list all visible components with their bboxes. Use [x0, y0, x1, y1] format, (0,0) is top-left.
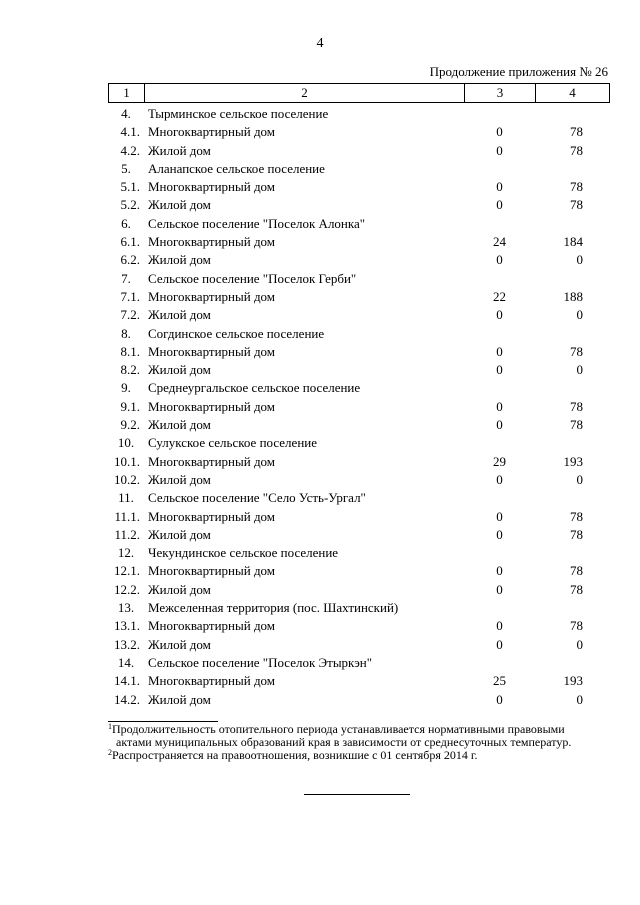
- table-row: [108, 471, 610, 489]
- row-value-col4: 0: [576, 307, 583, 323]
- table-row: [108, 178, 610, 196]
- row-value-col3: [464, 379, 535, 397]
- table-row: [108, 453, 610, 471]
- table-row: [108, 526, 610, 544]
- section-row: [108, 489, 610, 507]
- row-name: Сельское поселение "Поселок Герби": [148, 270, 357, 286]
- row-value-col4: 188: [563, 288, 583, 304]
- row-value-col3: 0: [496, 398, 503, 414]
- table-row: [108, 581, 610, 599]
- row-name: Многоквартирный дом: [148, 234, 276, 250]
- row-number: 8.2.: [120, 362, 140, 378]
- row-value-col3: 0: [496, 636, 503, 652]
- row-number: 13.: [117, 600, 135, 616]
- row-number: 12.: [117, 545, 135, 561]
- row-value-col3: [464, 489, 535, 507]
- row-value-col4: [535, 489, 610, 507]
- row-name: Многоквартирный дом: [148, 124, 276, 140]
- row-value-col3: 22: [493, 288, 506, 304]
- row-name: Многоквартирный дом: [148, 398, 276, 414]
- table-row: [108, 508, 610, 526]
- section-row: [108, 544, 610, 562]
- row-value-col4: 0: [576, 636, 583, 652]
- row-name: Многоквартирный дом: [148, 563, 276, 579]
- row-name: Среднеургальское сельское поселение: [148, 380, 361, 396]
- section-row: [108, 654, 610, 672]
- row-value-col3: 0: [496, 362, 503, 378]
- row-name: Жилой дом: [148, 417, 211, 433]
- row-value-col3: 29: [493, 453, 506, 469]
- footnote-1-continuation: актами муниципальных образований края в зависимости от среднесуточных температур.: [116, 735, 572, 749]
- row-number: 14.1.: [114, 673, 140, 689]
- row-value-col4: 78: [570, 526, 583, 542]
- row-value-col4: [535, 599, 610, 617]
- row-value-col4: 78: [570, 124, 583, 140]
- row-number: 9.: [121, 380, 131, 396]
- row-value-col4: 184: [563, 234, 583, 250]
- table-row: [108, 343, 610, 361]
- table-row: [108, 233, 610, 251]
- row-name: Жилой дом: [148, 691, 211, 707]
- section-row: [108, 599, 610, 617]
- row-value-col3: [464, 544, 535, 562]
- row-value-col4: 78: [570, 508, 583, 524]
- row-number: 9.2.: [120, 417, 140, 433]
- row-value-col4: [535, 379, 610, 397]
- appendix-caption: Продолжение приложения № 26: [429, 64, 608, 79]
- row-value-col4: 0: [576, 362, 583, 378]
- row-value-col4: [535, 270, 610, 288]
- row-name: Жилой дом: [148, 581, 211, 597]
- row-name: Жилой дом: [148, 197, 211, 213]
- row-number: 11.2.: [114, 526, 140, 542]
- row-value-col4: [535, 325, 610, 343]
- row-value-col3: 0: [496, 197, 503, 213]
- row-value-col4: [535, 105, 610, 123]
- row-value-col3: 0: [496, 618, 503, 634]
- row-name: Сельское поселение "Село Усть-Ургал": [148, 490, 366, 506]
- row-value-col3: 0: [496, 417, 503, 433]
- section-row: [108, 105, 610, 123]
- row-value-col3: [464, 160, 535, 178]
- row-name: Жилой дом: [148, 362, 211, 378]
- row-value-col3: [464, 215, 535, 233]
- row-name: Многоквартирный дом: [148, 288, 276, 304]
- row-number: 14.: [117, 654, 135, 670]
- row-name: Жилой дом: [148, 526, 211, 542]
- row-value-col4: [535, 160, 610, 178]
- row-value-col3: 0: [496, 471, 503, 487]
- table-row: [108, 142, 610, 160]
- row-name: Тырминское сельское поселение: [148, 106, 329, 121]
- page-number: 4: [316, 36, 324, 51]
- row-name: Жилой дом: [148, 307, 211, 323]
- row-number: 7.1.: [120, 288, 140, 304]
- row-name: Жилой дом: [148, 142, 211, 158]
- table-row: [108, 672, 610, 690]
- table-row: [108, 288, 610, 306]
- row-value-col4: 193: [563, 453, 583, 469]
- footnote-1-text: Продолжительность отопительного периода устанавливается нормативными правовыми: [112, 722, 565, 736]
- row-value-col3: [464, 105, 535, 123]
- row-value-col4: 78: [570, 563, 583, 579]
- row-value-col4: [535, 544, 610, 562]
- row-number: 4.2.: [120, 142, 140, 158]
- table-row: [108, 617, 610, 635]
- row-value-col4: 78: [570, 618, 583, 634]
- row-value-col4: 78: [570, 398, 583, 414]
- row-name: Многоквартирный дом: [148, 618, 276, 634]
- row-value-col4: 78: [570, 343, 583, 359]
- row-number: 7.: [121, 270, 131, 286]
- row-value-col4: [535, 434, 610, 452]
- table-row: [108, 251, 610, 269]
- row-value-col4: 78: [570, 179, 583, 195]
- footnote-1-mark: 1: [108, 722, 112, 731]
- row-value-col4: 78: [570, 581, 583, 597]
- row-name: Сельское поселение "Поселок Этыркэн": [148, 654, 373, 670]
- table-header: [108, 83, 610, 103]
- row-number: 4.: [121, 106, 131, 121]
- row-number: 6.1.: [120, 234, 140, 250]
- row-name: Межселенная территория (пос. Шахтинский): [148, 600, 399, 616]
- row-number: 8.1.: [120, 343, 140, 359]
- row-name: Жилой дом: [148, 636, 211, 652]
- row-value-col3: 0: [496, 526, 503, 542]
- row-number: 4.1.: [120, 124, 140, 140]
- footnote-2-mark: 2: [108, 748, 112, 757]
- row-name: Жилой дом: [148, 252, 211, 268]
- row-value-col3: 0: [496, 252, 503, 268]
- row-value-col3: [464, 434, 535, 452]
- footnotes: [108, 723, 610, 762]
- row-number: 11.1.: [114, 508, 140, 524]
- row-name: Многоквартирный дом: [148, 508, 276, 524]
- section-row: [108, 379, 610, 397]
- row-value-col4: [535, 215, 610, 233]
- table-row: [108, 562, 610, 580]
- row-value-col3: [464, 325, 535, 343]
- section-row: [108, 434, 610, 452]
- header-col-1: 1: [109, 84, 145, 102]
- row-name: Сельское поселение "Поселок Алонка": [148, 215, 366, 231]
- row-number: 14.2.: [114, 691, 140, 707]
- section-row: [108, 160, 610, 178]
- table-row: [108, 361, 610, 379]
- row-number: 11.: [118, 490, 134, 506]
- row-name: Жилой дом: [148, 471, 211, 487]
- row-number: 5.: [121, 160, 131, 176]
- table-body: [108, 105, 610, 709]
- row-number: 6.: [121, 215, 131, 231]
- row-number: 7.2.: [120, 307, 140, 323]
- row-name: Аланапское сельское поселение: [148, 160, 325, 176]
- row-name: Многоквартирный дом: [148, 673, 276, 689]
- row-number: 12.2.: [114, 581, 140, 597]
- row-name: Согдинское сельское поселение: [148, 325, 325, 341]
- row-value-col3: 25: [493, 673, 506, 689]
- row-value-col3: 0: [496, 343, 503, 359]
- row-name: Многоквартирный дом: [148, 343, 276, 359]
- row-value-col3: 0: [496, 124, 503, 140]
- row-value-col4: 78: [570, 417, 583, 433]
- row-number: 8.: [121, 325, 131, 341]
- row-value-col3: 24: [493, 234, 506, 250]
- row-value-col4: [535, 654, 610, 672]
- table-row: [108, 398, 610, 416]
- row-name: Чекундинское сельское поселение: [148, 545, 339, 561]
- footnote-2-text: Распространяется на правоотношения, возникшие с 01 сентября 2014 г.: [112, 748, 478, 762]
- row-value-col3: 0: [496, 307, 503, 323]
- row-value-col4: 0: [576, 691, 583, 707]
- table-row: [108, 306, 610, 324]
- row-number: 5.1.: [120, 179, 140, 195]
- header-col-4: 4: [569, 85, 576, 100]
- footnote-2: [108, 749, 610, 762]
- row-value-col3: 0: [496, 508, 503, 524]
- row-number: 10.2.: [114, 471, 140, 487]
- row-number: 9.1.: [120, 398, 140, 414]
- row-number: 13.1.: [114, 618, 140, 634]
- table-row: [108, 691, 610, 709]
- table-row: [108, 123, 610, 141]
- row-value-col3: 0: [496, 179, 503, 195]
- row-value-col4: 193: [563, 673, 583, 689]
- row-value-col3: 0: [496, 142, 503, 158]
- section-row: [108, 215, 610, 233]
- row-value-col3: [464, 270, 535, 288]
- row-name: Многоквартирный дом: [148, 179, 276, 195]
- row-value-col3: 0: [496, 691, 503, 707]
- section-row: [108, 270, 610, 288]
- row-value-col3: [464, 599, 535, 617]
- table-row: [108, 196, 610, 214]
- row-number: 5.2.: [120, 197, 140, 213]
- section-row: [108, 325, 610, 343]
- row-name: Многоквартирный дом: [148, 453, 276, 469]
- row-value-col4: 78: [570, 197, 583, 213]
- row-value-col3: 0: [496, 581, 503, 597]
- row-value-col4: 0: [576, 471, 583, 487]
- row-number: 10.: [117, 435, 135, 451]
- row-value-col3: 0: [496, 563, 503, 579]
- header-col-2: 2: [145, 84, 465, 102]
- row-number: 10.1.: [114, 453, 140, 469]
- table-row: [108, 416, 610, 434]
- row-value-col3: [464, 654, 535, 672]
- row-number: 6.2.: [120, 252, 140, 268]
- header-col-3: 3: [465, 84, 536, 102]
- row-value-col4: 0: [576, 252, 583, 268]
- row-number: 13.2.: [114, 636, 140, 652]
- table-row: [108, 636, 610, 654]
- end-separator: [304, 794, 410, 795]
- row-value-col4: 78: [570, 142, 583, 158]
- row-name: Сулукское сельское поселение: [148, 435, 317, 451]
- row-number: 12.1.: [114, 563, 140, 579]
